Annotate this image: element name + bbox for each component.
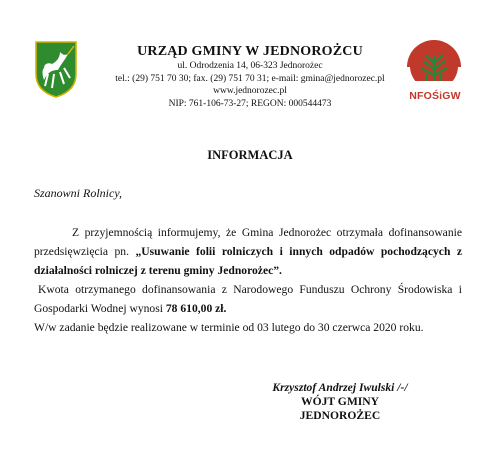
letter-body [34,223,462,337]
coat-of-arms-icon [34,40,78,98]
amount-value: 78 610,00 zł. [165,302,227,315]
nfosigw-logo-text: NFOŚiGW [409,90,461,102]
office-ids: NIP: 761-106-73-27; REGON: 000544473 [168,98,332,109]
project-name: „Usuwanie folii rolniczych i innych odpadów pochodzących z działalności rolniczej z terenu gminy Jednorożec”. [34,245,463,277]
signature-block [260,381,420,423]
signatory-name: Krzysztof Andrzej Iwulski /-/ [272,381,408,394]
document-heading: INFORMACJA [207,148,293,162]
greeting: Szanowni Rolnicy, [34,186,122,200]
amount-text: Kwota otrzymanego dofinansowania z Narodowego Funduszu Ochrony Środowiska i Gospodarki Wodnej wynosi [34,283,462,315]
paragraph-amount [34,280,462,318]
office-address: ul. Odrodzenia 14, 06-323 Jednorożec [177,61,323,71]
signatory-title: WÓJT GMINY JEDNOROŻEC [299,395,381,422]
announcement-text: Z przyjemnością informujemy, że Gmina Jednorożec otrzymała dofinansowanie przedsięwzięcia pn. [34,226,462,258]
office-contact: tel.: (29) 751 70 30; fax. (29) 751 70 31; e-mail: gmina@jednorozec.pl [115,73,385,84]
office-website: www.jednorozec.pl [213,86,287,96]
paragraph-schedule: W/w zadanie będzie realizowane w terminie od 03 lutego do 30 czerwca 2020 roku. [34,321,424,334]
office-name: URZĄD GMINY W JEDNOROŻCU [137,44,363,59]
paragraph-announcement [34,223,462,280]
letterhead [100,44,400,110]
